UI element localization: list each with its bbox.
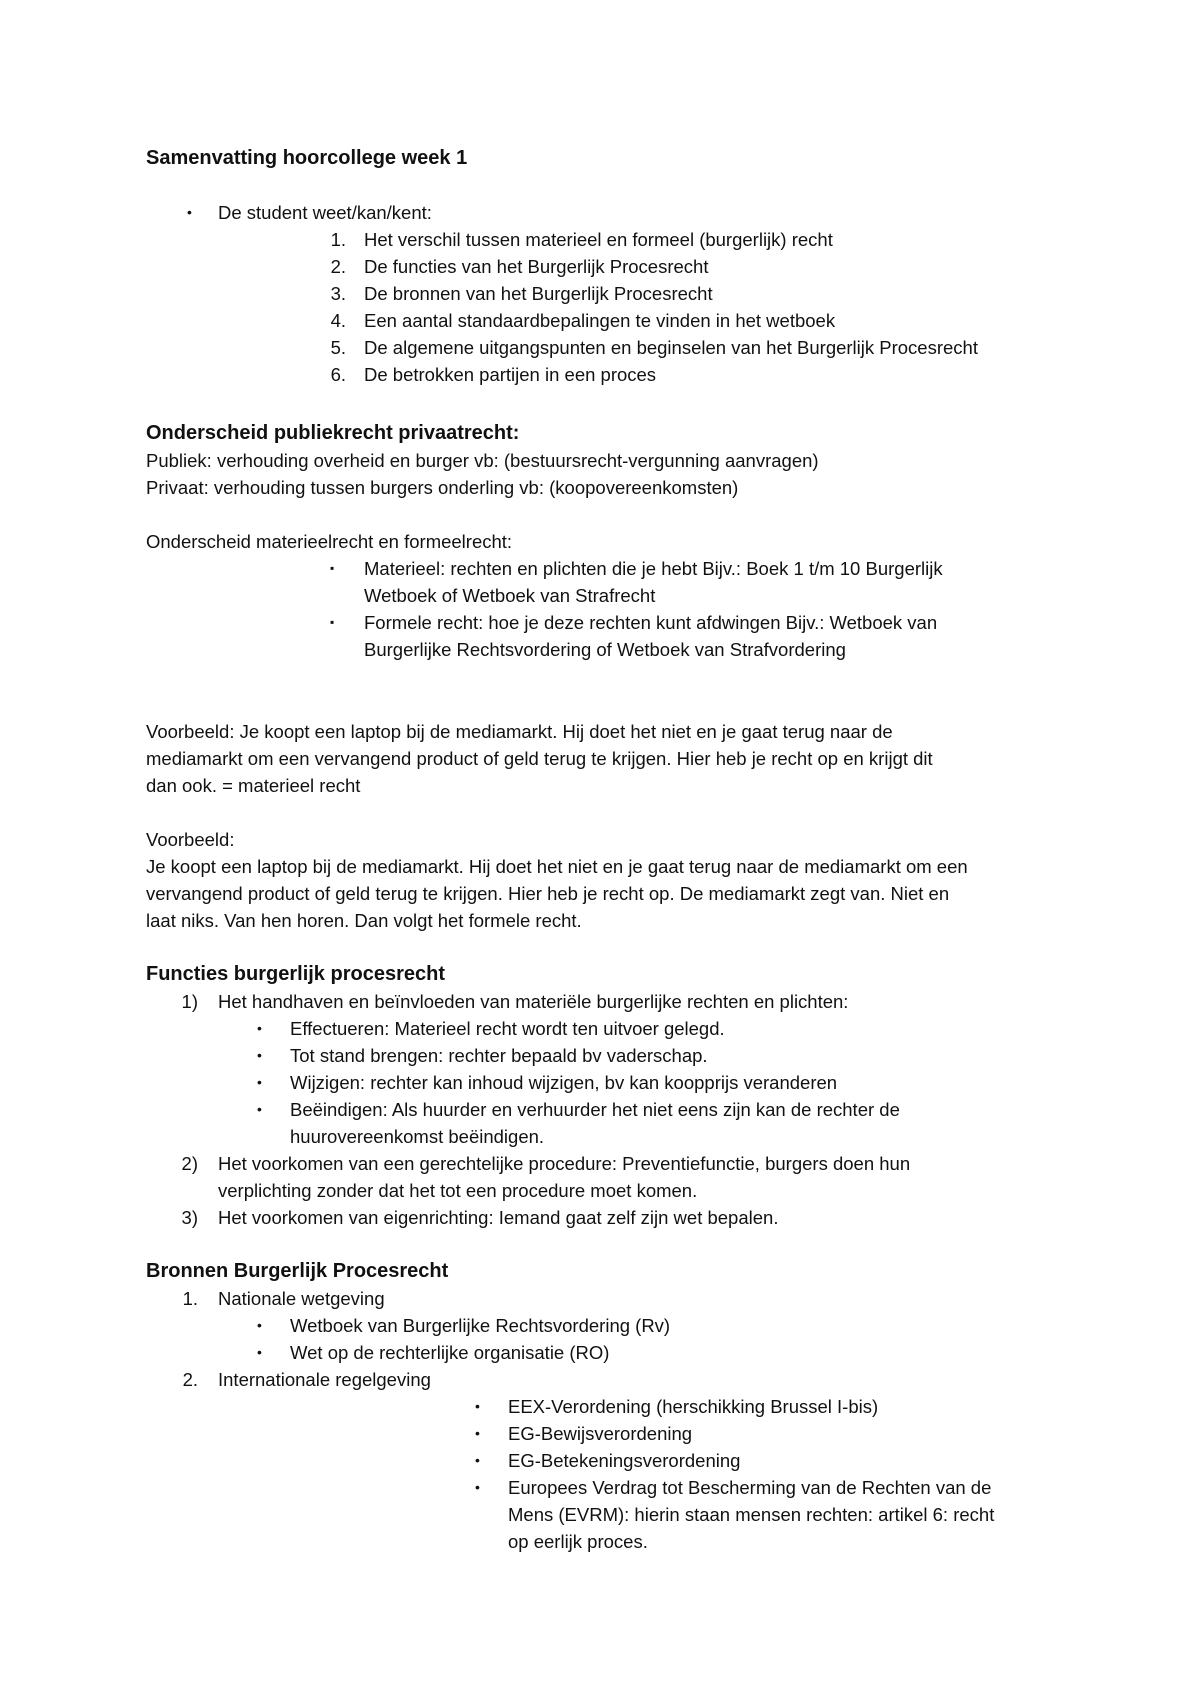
sub-list-item: Wet op de rechterlijke organisatie (RO) bbox=[290, 1342, 610, 1363]
intro-lead: De student weet/kan/kent: bbox=[218, 202, 432, 223]
list-number: 1) bbox=[181, 991, 198, 1012]
example-line: Voorbeeld: bbox=[146, 829, 235, 850]
sub-list-item: EEX-Verordening (herschikking Brussel I-bis) bbox=[508, 1396, 879, 1417]
sub-list-item: Effectueren: Materieel recht wordt ten uitvoer gelegd. bbox=[290, 1018, 725, 1039]
bullet-icon: • bbox=[475, 1398, 480, 1414]
sub-list-item: Tot stand brengen: rechter bepaald bv vaderschap. bbox=[290, 1045, 708, 1066]
bullet-icon: • bbox=[475, 1452, 480, 1468]
bullet-icon: • bbox=[475, 1425, 480, 1441]
list-number: 2. bbox=[182, 1369, 198, 1390]
list-item: Het verschil tussen materieel en formeel (burgerlijk) recht bbox=[364, 229, 833, 250]
list-item-continuation: Wetboek of Wetboek van Strafrecht bbox=[364, 585, 656, 606]
list-item: Nationale wetgeving bbox=[218, 1288, 385, 1309]
sub-list-item: Wetboek van Burgerlijke Rechtsvordering (Rv) bbox=[290, 1315, 671, 1336]
list-item: Het voorkomen van eigenrichting: Iemand gaat zelf zijn wet bepalen. bbox=[218, 1207, 779, 1228]
list-item: De algemene uitgangspunten en beginselen van het Burgerlijk Procesrecht bbox=[364, 337, 978, 358]
list-item: De functies van het Burgerlijk Procesrecht bbox=[364, 256, 709, 277]
bullet-icon: • bbox=[187, 204, 192, 220]
example-line: Je koopt een laptop bij de mediamarkt. Hij doet het niet en je gaat terug naar de mediamarkt om een bbox=[146, 856, 968, 877]
sub-list-item: Europees Verdrag tot Bescherming van de Rechten van de bbox=[508, 1477, 992, 1498]
bullet-icon: • bbox=[257, 1101, 262, 1117]
list-number: 1. bbox=[330, 229, 346, 250]
sub-list-item: Wijzigen: rechter kan inhoud wijzigen, bv kan koopprijs veranderen bbox=[290, 1072, 838, 1093]
sub-list-item-continuation: op eerlijk proces. bbox=[508, 1531, 648, 1552]
list-number: 3) bbox=[181, 1207, 198, 1228]
list-number: 5. bbox=[330, 337, 346, 358]
bullet-icon: • bbox=[257, 1344, 262, 1360]
sub-list-item-continuation: huurovereenkomst beëindigen. bbox=[290, 1126, 545, 1147]
list-number: 3. bbox=[330, 283, 346, 304]
list-number: 4. bbox=[330, 310, 346, 331]
section-heading-publiek-privaat: Onderscheid publiekrecht privaatrecht: bbox=[146, 422, 520, 444]
section-heading-materieel-formeel: Onderscheid materieelrecht en formeelrecht: bbox=[146, 531, 513, 552]
list-number: 2. bbox=[330, 256, 346, 277]
square-bullet-icon: ▪ bbox=[330, 615, 335, 629]
example-line: vervangend product of geld terug te krijgen. Hier heb je recht op. De mediamarkt zegt van. Niet en bbox=[146, 883, 950, 904]
list-item: Een aantal standaardbepalingen te vinden in het wetboek bbox=[364, 310, 836, 331]
sub-list-item: EG-Bewijsverordening bbox=[508, 1423, 693, 1444]
bullet-icon: • bbox=[257, 1020, 262, 1036]
bullet-icon: • bbox=[257, 1074, 262, 1090]
page-title: Samenvatting hoorcollege week 1 bbox=[146, 147, 468, 169]
list-item: Het voorkomen van een gerechtelijke procedure: Preventiefunctie, burgers doen hun bbox=[218, 1153, 911, 1174]
list-item: Materieel: rechten en plichten die je hebt Bijv.: Boek 1 t/m 10 Burgerlijk bbox=[364, 558, 943, 579]
list-item-continuation: Burgerlijke Rechtsvordering of Wetboek van Strafvordering bbox=[364, 639, 846, 660]
section-heading-functies: Functies burgerlijk procesrecht bbox=[146, 963, 445, 985]
section-heading-bronnen: Bronnen Burgerlijk Procesrecht bbox=[146, 1260, 449, 1282]
sub-list-item-continuation: Mens (EVRM): hierin staan mensen rechten: artikel 6: recht bbox=[508, 1504, 995, 1525]
list-number: 6. bbox=[330, 364, 346, 385]
text-line: Publiek: verhouding overheid en burger vb: (bestuursrecht-vergunning aanvragen) bbox=[146, 450, 819, 471]
bullet-icon: • bbox=[475, 1479, 480, 1495]
sub-list-item: Beëindigen: Als huurder en verhuurder het niet eens zijn kan de rechter de bbox=[290, 1099, 900, 1120]
square-bullet-icon: ▪ bbox=[330, 561, 335, 575]
example-line: Voorbeeld: Je koopt een laptop bij de mediamarkt. Hij doet het niet en je gaat terug naar de bbox=[146, 721, 893, 742]
bullet-icon: • bbox=[257, 1047, 262, 1063]
list-item: Formele recht: hoe je deze rechten kunt afdwingen Bijv.: Wetboek van bbox=[364, 612, 938, 633]
bullet-icon: • bbox=[257, 1317, 262, 1333]
list-item: De betrokken partijen in een proces bbox=[364, 364, 657, 385]
sub-list-item: EG-Betekeningsverordening bbox=[508, 1450, 741, 1471]
list-item: Het handhaven en beïnvloeden van materiële burgerlijke rechten en plichten: bbox=[218, 991, 849, 1012]
example-line: dan ook. = materieel recht bbox=[146, 775, 361, 796]
list-item: De bronnen van het Burgerlijk Procesrecht bbox=[364, 283, 713, 304]
list-item: Internationale regelgeving bbox=[218, 1369, 431, 1390]
example-line: mediamarkt om een vervangend product of geld terug te krijgen. Hier heb je recht op en krijgt dit bbox=[146, 748, 933, 769]
example-line: laat niks. Van hen horen. Dan volgt het formele recht. bbox=[146, 910, 582, 931]
text-line: Privaat: verhouding tussen burgers onderling vb: (koopovereenkomsten) bbox=[146, 477, 739, 498]
list-number: 1. bbox=[182, 1288, 198, 1309]
list-number: 2) bbox=[181, 1153, 198, 1174]
list-item-continuation: verplichting zonder dat het tot een procedure moet komen. bbox=[218, 1180, 698, 1201]
